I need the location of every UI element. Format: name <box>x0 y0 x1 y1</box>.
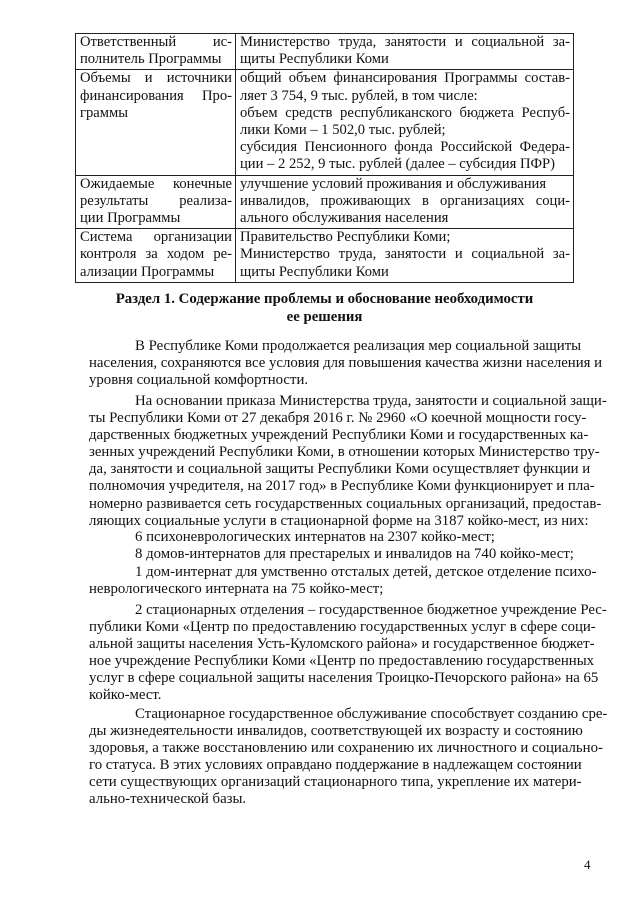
paragraph-line: ляющих социальные услуги в стационарной форме на 3187 койко-мест, из них: <box>89 512 589 529</box>
table-row <box>76 229 574 283</box>
paragraph-line: ально-технической базы. <box>89 791 247 808</box>
paragraph-line: 6 психоневрологических интернатов на 2307 койко-мест; <box>135 529 495 545</box>
table-cell-key <box>76 34 236 70</box>
key-line: контроля за ходом ре- <box>80 246 232 263</box>
value-line: ляет 3 754, 9 тыс. рублей, в том числе: <box>240 87 478 104</box>
value-line: субсидия Пенсионного фонда Российской Федера- <box>240 139 570 156</box>
key-line: Система организации <box>80 229 232 246</box>
paragraph-line: 2 стационарных отделения – государственное бюджетное учреждение Рес- <box>135 602 607 618</box>
paragraph <box>89 602 607 705</box>
value-line: Министерство труда, занятости и социальной за- <box>240 246 570 263</box>
paragraph-line: здоровья, а также восстановлению или сохранению их личностного и социально- <box>89 740 603 757</box>
key-line: Ожидаемые конечные <box>80 175 232 192</box>
value-line: Правительство Республики Коми; <box>240 229 451 246</box>
key-line: Ответственный ис- <box>80 34 232 50</box>
paragraph-line: дарственных бюджетных учреждений Республики Коми и государственных ка- <box>89 427 589 444</box>
key-line: финансирования Про- <box>80 87 232 104</box>
value-line: ции – 2 252, 9 тыс. рублей (далее – субсидия ПФР) <box>240 156 556 173</box>
paragraph-line: Стационарное государственное обслуживание способствует созданию сре- <box>135 706 608 722</box>
value-line: ального обслуживания населения <box>240 210 449 227</box>
paragraph <box>89 393 607 530</box>
paragraph-line: полномочия учредителя, на 2017 год» в Республике Коми функционирует и пла- <box>89 478 595 495</box>
paragraph-line: го статуса. В этих условиях оправдано поддержание в надлежащем состоянии <box>89 757 582 774</box>
page-number: 4 <box>584 857 591 872</box>
paragraph-line: ты Республики Коми от 27 декабря 2016 г. № 2960 «О коечной мощности госу- <box>89 410 587 427</box>
paragraph-line: альной защиты населения Усть-Куломского района» и государственное бюджет- <box>89 636 595 653</box>
key-line: ции Программы <box>80 210 181 227</box>
table-cell-key <box>76 175 236 229</box>
paragraph-line: сети существующих организаций стационарного типа, укрепление их матери- <box>89 774 582 791</box>
paragraph <box>89 529 574 546</box>
value-line: общий объем финансирования Программы состав- <box>240 70 570 87</box>
table-row <box>76 34 574 70</box>
paragraph-line: На основании приказа Министерства труда, занятости и социальной защи- <box>135 393 607 409</box>
table-cell-value <box>236 34 574 70</box>
key-line: граммы <box>80 104 129 121</box>
value-line: Министерство труда, занятости и социальной за- <box>240 34 570 50</box>
table-cell-value <box>236 175 574 229</box>
key-line: ализации Программы <box>80 263 215 280</box>
paragraph-line: да, занятости и социальной защиты Республики Коми осуществляет функции и <box>89 461 591 478</box>
paragraph-line: уровня социальной комфортности. <box>89 372 309 389</box>
paragraph <box>89 546 574 563</box>
key-line: Объемы и источники <box>80 70 232 87</box>
paragraph-line: зенных учреждений Республики Коми, в отношении которых Министерство тру- <box>89 444 600 461</box>
key-line: полнитель Программы <box>80 51 222 68</box>
paragraph <box>89 564 597 598</box>
table-row <box>76 175 574 229</box>
table-row <box>76 70 574 175</box>
program-passport-table <box>75 33 574 283</box>
value-line: щиты Республики Коми <box>240 51 389 68</box>
section-heading-line-2: ее решения <box>286 308 363 325</box>
table-cell-value <box>236 70 574 175</box>
section-heading-line-1: Раздел 1. Содержание проблемы и обоснование необходимости <box>115 291 534 307</box>
section-heading <box>75 291 574 326</box>
paragraph-line: ное учреждение Республики Коми «Центр по предоставлению государственных <box>89 653 595 670</box>
table-cell-key <box>76 229 236 283</box>
paragraph-line: услуг в сфере социальной защиты населения Троицко-Печорского района» на 65 <box>89 670 599 687</box>
paragraph-line: В Республике Коми продолжается реализация мер социальной защиты <box>135 338 582 354</box>
paragraph-line: публики Коми «Центр по предоставлению государственных услуг в сфере соци- <box>89 619 596 636</box>
value-line: лики Коми – 1 502,0 тыс. рублей; <box>240 122 446 139</box>
paragraph-line: номерно развивается сеть государственных социальных организаций, предостав- <box>89 495 602 512</box>
table-cell-value <box>236 229 574 283</box>
value-line: щиты Республики Коми <box>240 263 389 280</box>
paragraph-line: 1 дом-интернат для умственно отсталых детей, детское отделение психо- <box>135 564 597 580</box>
paragraph-line: койко-мест. <box>89 687 162 704</box>
value-line: улучшение условий проживания и обслуживания <box>240 175 547 192</box>
paragraph-line: ды жизнедеятельности инвалидов, соответствующей их возрасту и состоянию <box>89 723 583 740</box>
paragraph-line: 8 домов-интернатов для престарелых и инвалидов на 740 койко-мест; <box>135 546 574 562</box>
table-cell-key <box>76 70 236 175</box>
value-line: объем средств республиканского бюджета Респуб- <box>240 104 570 121</box>
value-line: инвалидов, проживающих в организациях соци- <box>240 192 570 209</box>
paragraph <box>89 706 608 809</box>
paragraph-line: населения, сохраняются все условия для повышения качества жизни населения и <box>89 355 603 372</box>
paragraph-line: неврологического интерната на 75 койко-мест; <box>89 581 384 598</box>
paragraph <box>89 338 603 389</box>
key-line: результаты реализа- <box>80 192 232 209</box>
